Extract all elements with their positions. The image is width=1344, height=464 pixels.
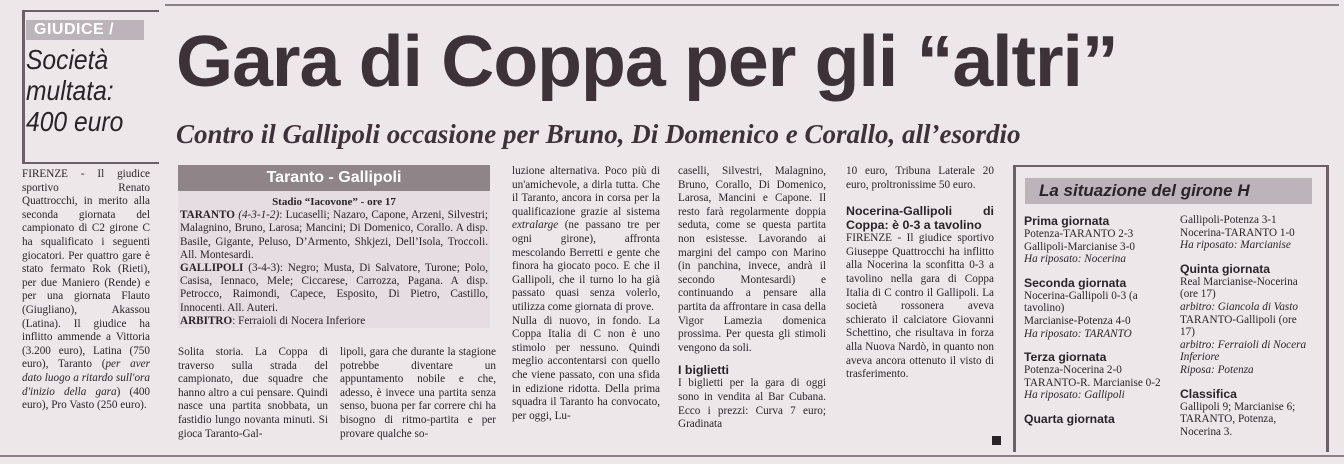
paragraph: Nulla di nuovo, in fondo. La Coppa Italia di C non è uno stimolo per nessuno. Quindi meglio accontentarsi con quello che viene passato, con una sfida in edizione ridotta. Della prima squadra il Taranto ha convocato, per oggi, Lu- — [512, 314, 660, 422]
result-line: Gallipoli-Potenza 3-1 — [1180, 214, 1277, 226]
stadium-line: Stadio “Iacovone” - ore 17 — [272, 196, 396, 208]
players: : Lucaselli; Nazaro, Capone, Arzeni, Silvestri; Malagnino, Bruno, Larosa; Mancini; Di Domenico, Corallo. A disp. Basile, Gigante, Peluso, D’Armento, Shkjezi, Dell’Isola, Troccoli. All. Montesardi. — [180, 209, 488, 261]
paragraph: 10 euro, Tribuna Laterale 20 euro, proltronissime 50 euro. — [846, 165, 994, 191]
article-column-1: Solita storia. La Coppa di traverso sulla strada del campionato, due squadre che hanno altro a cui pensare. Quindi nasce una partita snobbata, un fastidio lungo novanta minuti. Si gioca Taranto-Gal- — [178, 346, 328, 440]
sidebar-headline — [26, 44, 139, 137]
paragraph: caselli, Silvestri, Malagnino, Bruno, Corallo, Di Domenico, Larosa, Mancini e Capone. Il resto farà regolarmente doppia seduta, come se questa partita non esistesse. Lavorando ai margini del campo con Marino (in panchina, invece, andrà il secondo Montesardi) e continuando a pensare alla partita da affrontare in casa della Vigor Lamezia domenica prossima. Per questa gli stimoli vengono da soli. — [678, 165, 826, 354]
sidebar-headline-line: 400 euro — [26, 106, 124, 137]
section-tag: GIUDICE / — [26, 20, 144, 40]
rest-line: Ha riposato: Marcianise — [1180, 239, 1291, 252]
girone-title: La situazione del girone H — [1025, 178, 1312, 204]
paragraph: FIRENZE - Il giudice sportivo Giuseppe Quattrocchi ha inflitto alla Nocerina la sconfitta 0-3 a tavolino nella gara di Coppa Italia di C contro il Gallipoli. La società rossonera aveva schierato il calciatore Giovanni Schettino, che risultava in forza alla Nuova Nardò, in quanto non aveva ancora ottenuto il visto di trasferimento. — [846, 232, 994, 381]
section-subhead: Nocerina-Gallipoli di Coppa: è 0-3 a tavolino — [846, 204, 994, 233]
sidebar-text: FIRENZE - Il giudice sportivo Renato Quattrocchi, in merito alla seconda giornata del campionato di C2 girone C ha squalificato i seguenti giocatori. Per quattro gare è stato fermato Rok (Rieti), per due Maniero (Rende) e per una giornata Flauto (Giugliano), Akassou (Latina). Il giudice ha inflitto ammende a Vittoria (3.200 euro), Latina (750 euro), Taranto ( — [22, 168, 150, 371]
result-line: Nocerina-TARANTO 1-0 — [1180, 226, 1295, 239]
rest-line: Ha riposato: Gallipoli — [1024, 389, 1125, 402]
referee-line: arbitro: Ferraioli di Nocera Inferiore — [1180, 338, 1307, 364]
article-column-4 — [678, 165, 826, 432]
result-line: Potenza-TARANTO 2-3 — [1024, 228, 1134, 240]
standings-text: Gallipoli 9; Marcianise 6; TARANTO, Potenza, Nocerina 3. — [1180, 400, 1296, 438]
article-column-5 — [846, 165, 994, 382]
standings-heading: Classifica — [1180, 386, 1237, 401]
round-heading: Terza giornata — [1024, 350, 1107, 365]
round-heading: Seconda giornata — [1024, 275, 1127, 290]
girone-right-column — [1180, 214, 1314, 438]
gallipoli-lineup — [180, 262, 488, 315]
referee-line: arbitro: Giancola di Vasto — [1180, 300, 1298, 313]
result-line: Nocerina-Gallipoli 0-3 (a tavolino) — [1024, 289, 1138, 315]
article-column-3 — [512, 165, 660, 423]
players: : Negro; Musta, Di Salvatore, Turone; Polo, Casisa, Iennaco, Mele; Ciccarese, Carrozza, Pagana. A disp. Petrocco, Raimondi, Capece, Esposito, Di Pietro, Castillo, Innocenti. All. Auteri. — [180, 262, 488, 314]
rest-line: Ha riposato: TARANTO — [1024, 327, 1132, 340]
result-line: TARANTO-Gallipoli (ore 17) — [1180, 313, 1297, 339]
sidebar-text-italic: per aver dato luogo a ritardo sull'ora d'inizio della gara — [22, 358, 150, 398]
formation: (3-4-3) — [243, 262, 280, 275]
team-label: GALLIPOLI — [180, 262, 244, 275]
sidebar-headline-line: multata: — [26, 75, 114, 106]
sidebar-headline-line: Società — [26, 44, 109, 75]
match-lineups — [180, 196, 488, 328]
article-subtitle: Contro il Gallipoli occasione per Bruno, Di Domenico e Corallo, all’esordio — [176, 119, 1021, 149]
bottom-rule — [0, 455, 1344, 457]
result-line: Marcianise-Potenza 4-0 — [1024, 314, 1131, 327]
top-rule — [165, 4, 1339, 6]
article-title: Gara di Coppa per gli “altri” — [176, 22, 1118, 102]
taranto-lineup — [180, 209, 488, 262]
rest-line: Ha riposato: Nocerina — [1024, 253, 1126, 266]
team-label: TARANTO — [180, 209, 235, 222]
section-subhead: I biglietti — [678, 363, 729, 378]
match-header: Taranto - Gallipoli — [178, 165, 490, 191]
rest-line: Riposa: Potenza — [1180, 363, 1254, 376]
girone-left-column — [1024, 214, 1170, 426]
end-of-article-mark — [992, 436, 1001, 445]
text: (ne passano tre per ogni girone), affronta mescolando Berretti e gente che finora ha giocato poco. E che il Gallipoli, che il turno lo ha già passato quasi senza volerlo, utilizza come giornata di prove. — [512, 219, 660, 313]
round-heading: Quarta giornata — [1024, 411, 1115, 426]
text-italic: extralarge — [512, 219, 559, 232]
result-line: Real Marcianise-Nocerina (ore 17) — [1180, 275, 1298, 301]
round-heading: Prima giornata — [1024, 214, 1110, 228]
round-heading: Quinta giornata — [1180, 261, 1271, 276]
paragraph — [512, 165, 660, 315]
result-line: TARANTO-R. Marcianise 0-2 — [1024, 376, 1161, 389]
paragraph: I biglietti per la gara di oggi sono in vendita al Bar Cubana. Ecco i prezzi: Curva 7 euro; Gradinata — [678, 377, 826, 431]
article-column-2: lipoli, gara che durante la stagione potrebbe diventare un appuntamento nobile e che, adesso, è invece una partita senza senso, buona per far correre chi ha bisogno di ritmo-partita e per provare qualche so- — [340, 346, 496, 440]
result-line: Gallipoli-Marcianise 3-0 — [1024, 240, 1135, 253]
referee-line — [180, 315, 488, 328]
formation: (4-3-1-2) — [238, 209, 280, 222]
result-line: Potenza-Nocerina 2-0 — [1024, 364, 1122, 377]
text: luzione alternativa. Poco più di un'amichevole, a dirla tutta. Che il Taranto, ancora in corsa per la qualificazione grazie al sistema — [512, 165, 660, 218]
sidebar-body — [22, 168, 150, 413]
referee-name: : Ferraioli di Nocera Inferiore — [232, 314, 366, 327]
sidebar-text-end: ) (400 euro), Pro Vasto (250 euro). — [22, 385, 151, 412]
referee-label: ARBITRO — [180, 314, 233, 327]
